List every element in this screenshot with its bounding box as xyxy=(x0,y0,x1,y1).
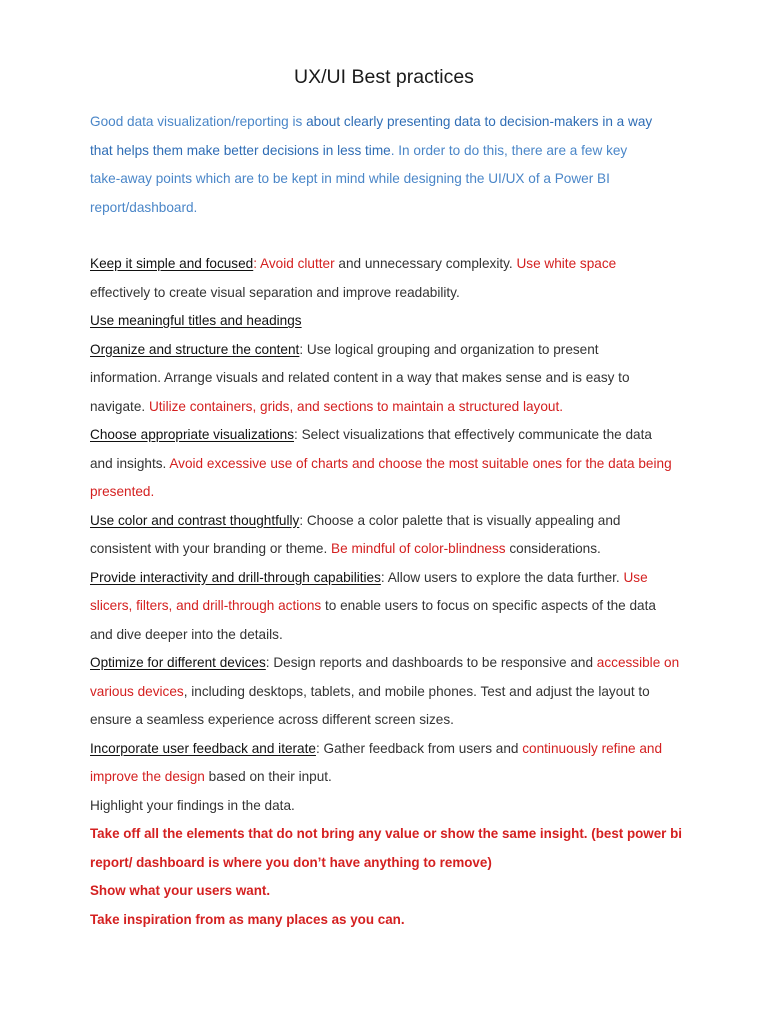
closing-takeoff-line-2: report/ dashboard is where you don’t have anything to remove) xyxy=(90,854,492,870)
item-text: : Gather feedback from users and xyxy=(315,740,523,756)
item-feedback-line-1 xyxy=(90,735,700,764)
item-text: consistent with your branding or theme. xyxy=(90,541,332,556)
item-text: : Design reports and dashboards to be responsive and xyxy=(265,655,597,670)
intro-line-4: report/dashboard. xyxy=(90,199,198,215)
item-text: navigate. xyxy=(90,398,149,414)
intro-text: Good data visualization/reporting is xyxy=(90,114,307,129)
item-emphasis: Use white space xyxy=(516,256,617,271)
item-emphasis: continuously refine and xyxy=(522,740,663,756)
intro-emphasis: about clearly presenting data to decision-makers in a way xyxy=(306,114,653,129)
item-feedback-line-2 xyxy=(90,763,700,792)
intro-line-3: take-away points which are to be kept in mind while designing the UI/UX of a Power BI xyxy=(90,171,610,186)
item-heading: Use color and contrast thoughtfully xyxy=(90,512,300,528)
item-interactivity-line-1 xyxy=(90,564,700,593)
item-text: : Choose a color palette that is visually appealing and xyxy=(299,512,621,528)
item-text: based on their input. xyxy=(204,769,332,784)
item-color-line-1 xyxy=(90,507,700,536)
item-heading: Incorporate user feedback and iterate xyxy=(90,740,316,756)
item-heading: Keep it simple and focused xyxy=(90,256,254,271)
item-text: , including desktops, tablets, and mobile phones. Test and adjust the layout to xyxy=(183,683,650,699)
closing-inspiration: Take inspiration from as many places as you can. xyxy=(90,911,405,927)
closing-show: Show what your users want. xyxy=(90,883,271,898)
item-emphasis: improve the design xyxy=(90,769,205,784)
item-choose-line-2 xyxy=(90,450,700,479)
item-text: : Select visualizations that effectively communicate the data xyxy=(294,427,652,442)
item-heading: Use meaningful titles and headings xyxy=(90,313,302,328)
item-organize-line-2: information. Arrange visuals and related content in a way that makes sense and is easy to xyxy=(90,370,630,385)
item-text: and unnecessary complexity. xyxy=(334,256,517,271)
item-text: to enable users to focus on specific aspects of the data xyxy=(321,598,656,613)
item-emphasis: Utilize containers, grids, and sections to maintain a structured layout. xyxy=(148,398,564,414)
closing-takeoff-line-1: Take off all the elements that do not bring any value or show the same insight. (best power bi xyxy=(90,826,683,841)
item-choose-line-3: presented. xyxy=(90,484,155,499)
item-interactivity-line-3: and dive deeper into the details. xyxy=(90,626,283,642)
best-practices-list xyxy=(90,250,700,934)
intro-paragraph xyxy=(90,108,700,222)
item-devices-line-3: ensure a seamless experience across different screen sizes. xyxy=(90,712,454,727)
item-choose-line-1 xyxy=(90,421,700,450)
item-organize-line-1 xyxy=(90,336,700,365)
item-simple-line-2: effectively to create visual separation and improve readability. xyxy=(90,284,460,300)
item-emphasis: Use xyxy=(623,569,648,585)
intro-emphasis: that helps them make better decisions in less time xyxy=(90,142,391,158)
item-devices-line-1 xyxy=(90,649,700,678)
page-title: UX/UI Best practices xyxy=(294,66,474,88)
closing-highlight: Highlight your findings in the data. xyxy=(90,797,295,813)
item-text: : Use logical grouping and organization to present xyxy=(299,341,599,357)
item-emphasis: accessible on xyxy=(596,655,680,670)
item-emphasis: Be mindful of color-blindness xyxy=(331,541,506,556)
intro-line-1 xyxy=(90,108,700,137)
item-simple-line-1 xyxy=(90,250,700,279)
item-text: : Allow users to explore the data further. xyxy=(380,569,624,585)
intro-line-2 xyxy=(90,137,700,166)
item-organize-line-3 xyxy=(90,393,700,422)
item-heading: Organize and structure the content xyxy=(90,341,300,357)
intro-text: . In order to do this, there are a few key xyxy=(390,142,628,158)
item-heading: Optimize for different devices xyxy=(90,655,266,670)
item-text: considerations. xyxy=(505,541,601,556)
item-text: and insights. xyxy=(90,455,170,471)
item-heading: Choose appropriate visualizations xyxy=(90,427,295,442)
item-emphasis: Avoid clutter xyxy=(260,256,335,271)
item-titles-line-1 xyxy=(90,307,700,336)
item-devices-line-2 xyxy=(90,678,700,707)
item-emphasis: Avoid excessive use of charts and choose the most suitable ones for the data being xyxy=(169,455,672,471)
item-emphasis: slicers, filters, and drill-through actions xyxy=(90,598,322,613)
item-interactivity-line-2 xyxy=(90,592,700,621)
item-heading: Provide interactivity and drill-through capabilities xyxy=(90,569,381,585)
item-color-line-2 xyxy=(90,535,700,564)
item-text: : xyxy=(253,256,261,271)
item-emphasis: various devices xyxy=(90,683,184,699)
